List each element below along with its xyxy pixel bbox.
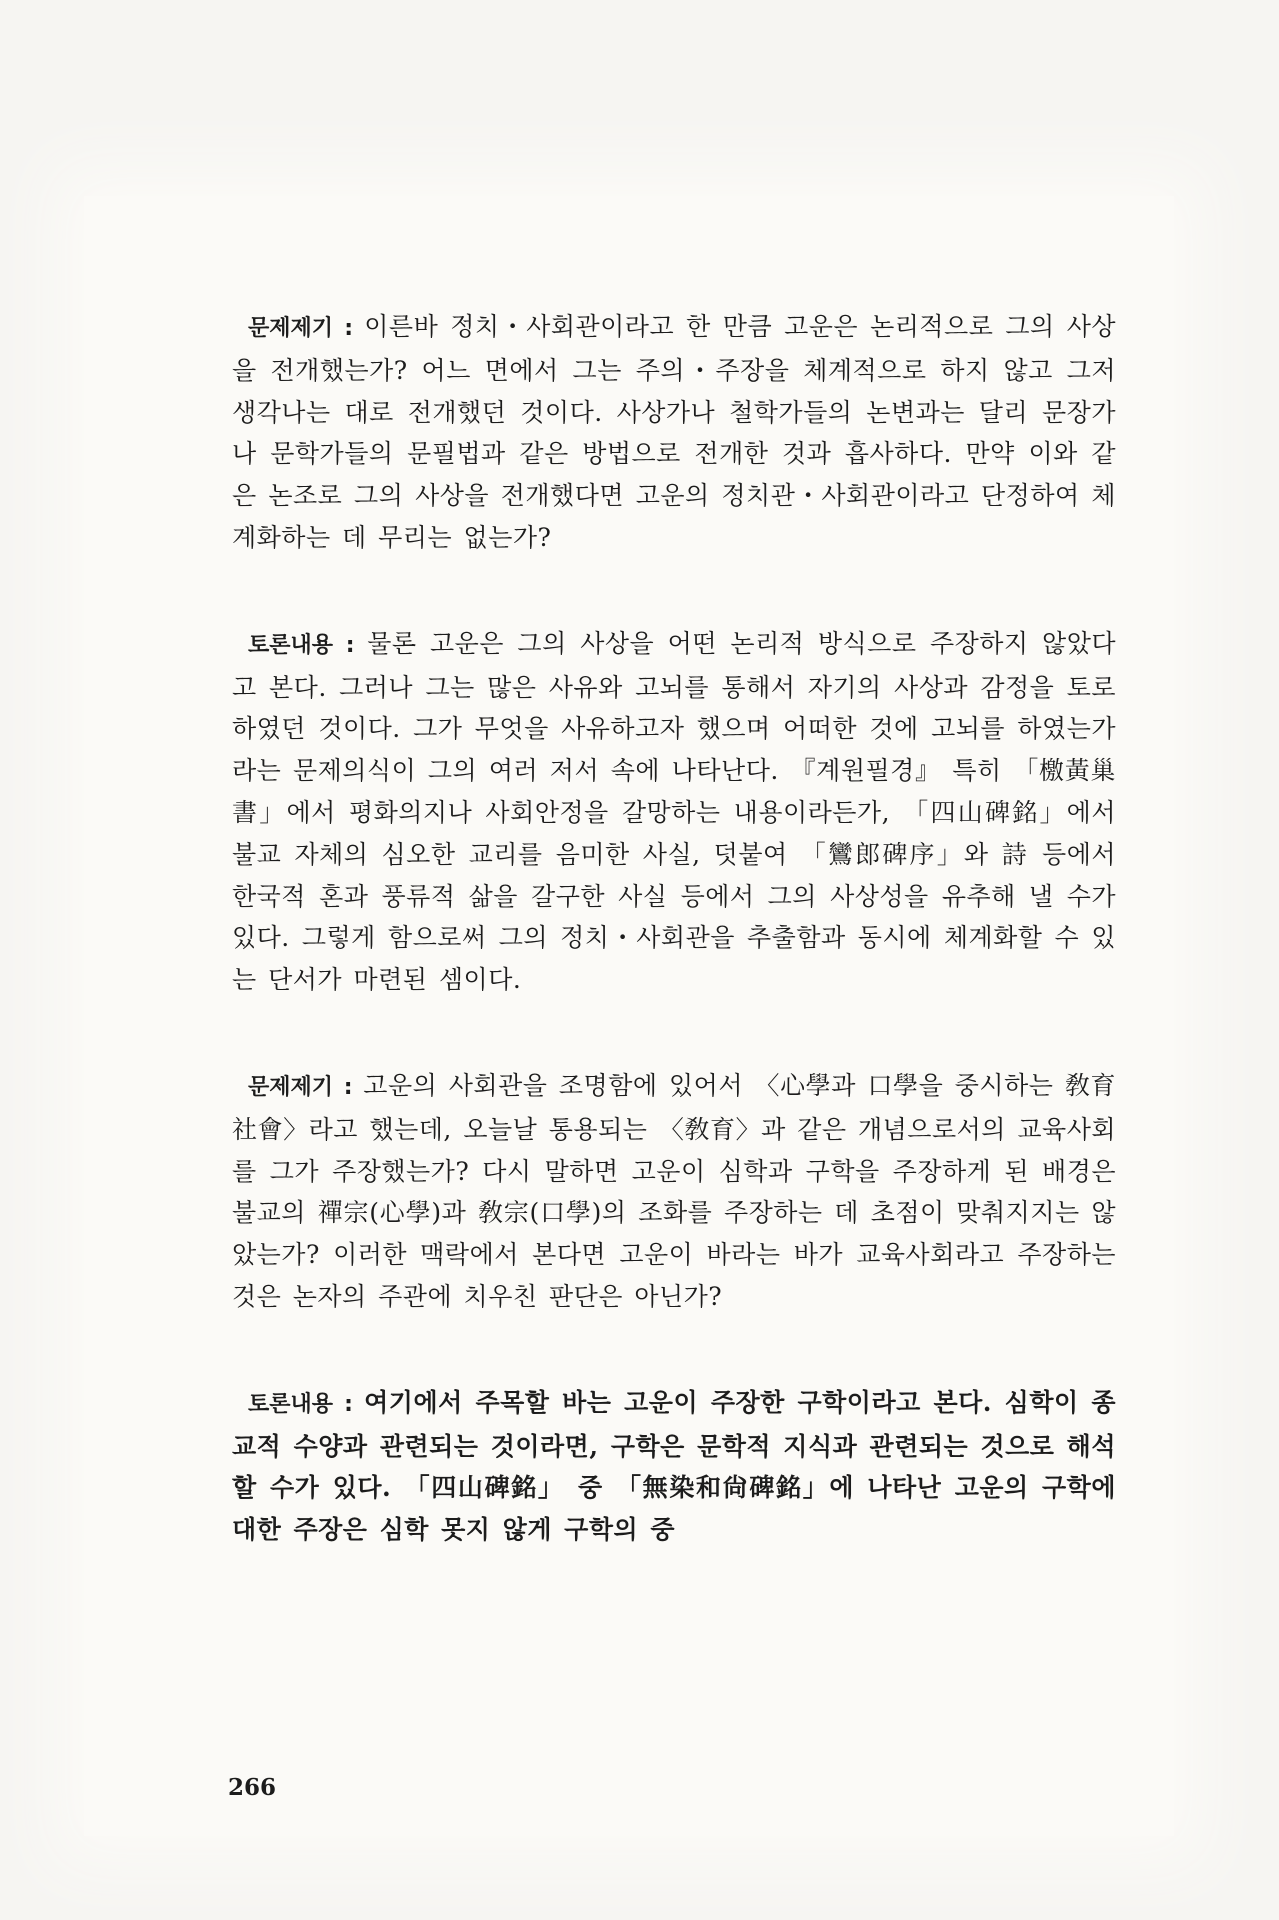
paragraph-label: 문제제기 : [248,1074,364,1100]
paragraph-text: 물론 고운은 그의 사상을 어떤 논리적 방식으로 주장하지 않았다고 본다. 그러나 그는 많은 사유와 고뇌를 통해서 자기의 사상과 감정을 토로하였던 것이다. 그가 무엇을 사유하고자 했으며 어떠한 것에 고뇌를 하였는가라는 문제의식이 그의 여러 저서 속에 나타난다. 『계원필경』 특히 「檄黃巢書」에서 평화의지나 사회안정을 갈망하는 내용이라든가, 「四山碑銘」에서 불교 자체의 심오한 교리를 음미한 사실, 덧붙여 「鸞郎碑序」와 詩 등에서 한국적 혼과 풍류적 삶을 갈구한 사실 등에서 그의 사상성을 유추해 낼 수가 있다. 그렇게 함으로써 그의 정치・사회관을 추출함과 동시에 체계화할 수 있는 단서가 마련된 셈이다. [232,628,1116,995]
paragraph-label: 토론내용 : [248,1391,365,1417]
page-number: 266 [228,1774,277,1801]
paragraph-label: 문제제기 : [248,316,365,341]
problem-statement-1 [232,306,1116,559]
discussion-2 [232,1382,1116,1551]
paragraph-text: 고운의 사회관을 조명함에 있어서 〈心學과 口學을 중시하는 敎育社會〉라고 했는데, 오늘날 통용되는 〈敎育〉과 같은 개념으로서의 교육사회를 그가 주장했는가? 다시 말하면 고운이 심학과 구학을 주장하게 된 배경은 불교의 禪宗(心學)과 敎宗(口學)의 조화를 주장하는 데 초점이 맞춰지지는 않았는가? 이러한 맥락에서 본다면 고운이 바라는 바가 교육사회라고 주장하는 것은 논자의 주관에 치우친 판단은 아닌가? [232,1070,1116,1311]
problem-statement-2 [232,1065,1116,1318]
page-body [232,306,1116,1551]
paragraph-label: 토론내용 : [248,632,368,658]
discussion-1 [232,623,1116,1001]
paragraph-text: 이른바 정치・사회관이라고 한 만큼 고운은 논리적으로 그의 사상을 전개했는가? 어느 면에서 그는 주의・주장을 체계적으로 하지 않고 그저 생각나는 대로 전개했던 것이다. 사상가나 철학가들의 논변과는 달리 문장가나 문학가들의 문필법과 같은 방법으로 전개한 것과 흡사하다. 만약 이와 같은 논조로 그의 사상을 전개했다면 고운의 정치관・사회관이라고 단정하여 체계화하는 데 무리는 없는가? [232,312,1117,552]
paragraph-text: 여기에서 주목할 바는 고운이 주장한 구학이라고 본다. 심학이 종교적 수양과 관련되는 것이라면, 구학은 문학적 지식과 관련되는 것으로 해석할 수가 있다. 「四山碑銘」 중 「無染和尙碑銘」에 나타난 고운의 구학에 대한 주장은 심학 못지 않게 구학의 중 [232,1387,1116,1545]
